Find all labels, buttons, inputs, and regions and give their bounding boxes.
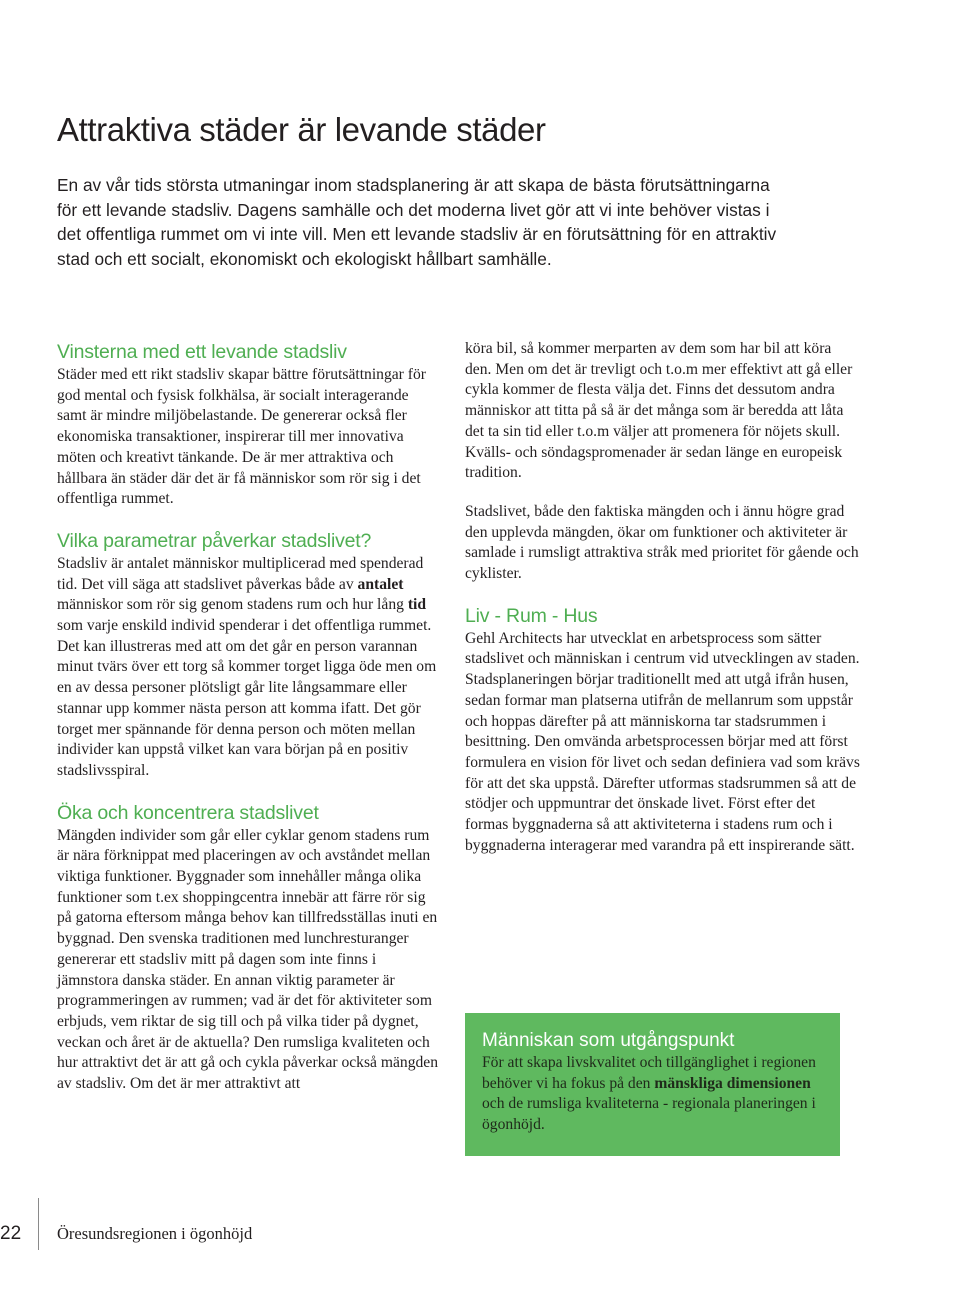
right-column bbox=[465, 339, 860, 856]
section-body-vinsterna: Städer med ett rikt stadsliv skapar bättre förutsättningar för god mental och fysisk folkhälsa, är socialt interagerande samt är mindre miljöbelastande. De genererar också fler ekonomiska transaktioner, inspirerar till mer innovativa möten och kreativt tänkande. De är mer attraktiva och hållbara än städer där det är få människor som rör sig i det offentliga rummet. bbox=[57, 366, 426, 508]
section-heading-parametrar: Vilka parametrar påverkar stadslivet? bbox=[57, 529, 372, 552]
intro-paragraph: En av vår tids största utmaningar inom stadsplanering är att skapa de bästa förutsättningarna för ett levande stadsliv. Dagens samhälle och det moderna livet gör att vi inte behöver vistas i det offentliga rummet om vi inte vill. Men ett levande stadsliv är en förutsättning för en attraktiv stad och ett socialt, ekonomiskt och ekologiskt hållbart samhälle. bbox=[57, 175, 777, 269]
footer-divider bbox=[38, 1198, 39, 1250]
section-heading-vinsterna: Vinsterna med ett levande stadsliv bbox=[57, 341, 347, 363]
section-heading-liv-rum-hus: Liv - Rum - Hus bbox=[465, 604, 598, 627]
bold-dimension: mänskliga dimensionen bbox=[654, 1074, 811, 1092]
section-body-oka: Mängden individer som går eller cyklar genom stadens rum är nära förknippat med placeringen av och avståndet mellan viktiga funktioner. Byggnader som innehåller många olika funktioner som t.ex shoppingcentra innebär att färre rör sig på gatorna eftersom många behov kan tillfredsställas inuti en byggnad. Den svenska traditionen med lunchresturanger genererar ett stadsliv mitt på dagen som inte finns i jämnstora danska städer. En annan viktig parameter är programmeringen av rummen; vad är det för aktiviteter som erbjuds, vem riktar de sig till och på vilka tider på dygnet, veckan och året är de aktuella? Den rumsliga kvaliteten och hur attraktivt det är att gå och cykla påverkar också mängden av stadsliv. Om det är mer attraktivt att bbox=[57, 826, 439, 1093]
callout-body: För att skapa livskvalitet och tillgänglighet i regionen behöver vi ha fokus på den mänskliga dimensionen och de rumsliga kvaliteterna - regionala planeringen i ögonhöjd. bbox=[482, 1054, 816, 1134]
section-heading-oka: Öka och koncentrera stadslivet bbox=[57, 801, 319, 824]
bold-tid: tid bbox=[407, 596, 427, 614]
continued-paragraph: köra bil, så kommer merparten av dem som har bil att köra den. Men om det är trevligt och t.o.m mer effektivt att gå eller cykla kommer de flesta välja det. Finns det dessutom andra människor att titta på så är det många som är beredda att låta det ta sin tid eller t.o.m väljer att promenera för nöjets skull. Kvälls- och söndagspromenader är sedan länge en europeisk tradition. bbox=[465, 340, 853, 482]
publication-title: Öresundsregionen i ögonhöjd bbox=[57, 1224, 253, 1243]
section-body-liv-rum-hus: Gehl Architects har utvecklat en arbetsprocess som sätter stadslivet och människan i centrum vid utvecklingen av staden. Stadsplaneringen börjar traditionellt med att utgå ifrån husen, sedan formar man platserna utifrån de mellanrum som uppstår och hoppas därefter på att människorna tar stadsrummen i besittning. Den omvända arbetsprocessen börjar med att först formulera en vision för livet och sedan definiera vad som krävs för att det ska uppstå. Därefter utformas stadsrummen så att de stödjer och uppmuntrar det önskade livet. Först efter det formas byggnaderna så att aktiviteterna i stadens rum och i byggnaderna interagerar med varandra på ett inspirerande sätt. bbox=[465, 629, 860, 854]
callout-box bbox=[465, 1013, 840, 1156]
stadslivet-paragraph: Stadslivet, både den faktiska mängden och i ännu högre grad den upplevda mängden, ökar om funktioner och aktiviteter är samlade i rumsligt attraktiva stråk med prioritet för gående och cyklister. bbox=[465, 502, 859, 583]
callout-heading: Människan som utgångspunkt bbox=[482, 1030, 735, 1051]
left-column bbox=[57, 339, 441, 1095]
section-body-parametrar: Stadsliv är antalet människor multiplicerad med spenderad tid. Det vill säga att stadslivet påverkas både av antalet människor som rör sig genom stadens rum och hur lång tid som varje enskild individ spenderar i det offentliga rummet. Det kan illustreras med att om det går en person varannan minut tvärs över ett torg så kommer torget ligga öde men om en av dessa personer plötsligt går lite långsammare eller stannar upp kommer nästa person att komma ifatt. Det gör torget mer spännande för denna person och möten mellan individer kan uppstå vilket kan vara början på en positiv stadslivsspiral. bbox=[57, 554, 437, 779]
page-title: Attraktiva städer är levande städer bbox=[57, 111, 546, 148]
page-number: 22 bbox=[0, 1223, 22, 1244]
bold-antalet: antalet bbox=[357, 575, 404, 593]
